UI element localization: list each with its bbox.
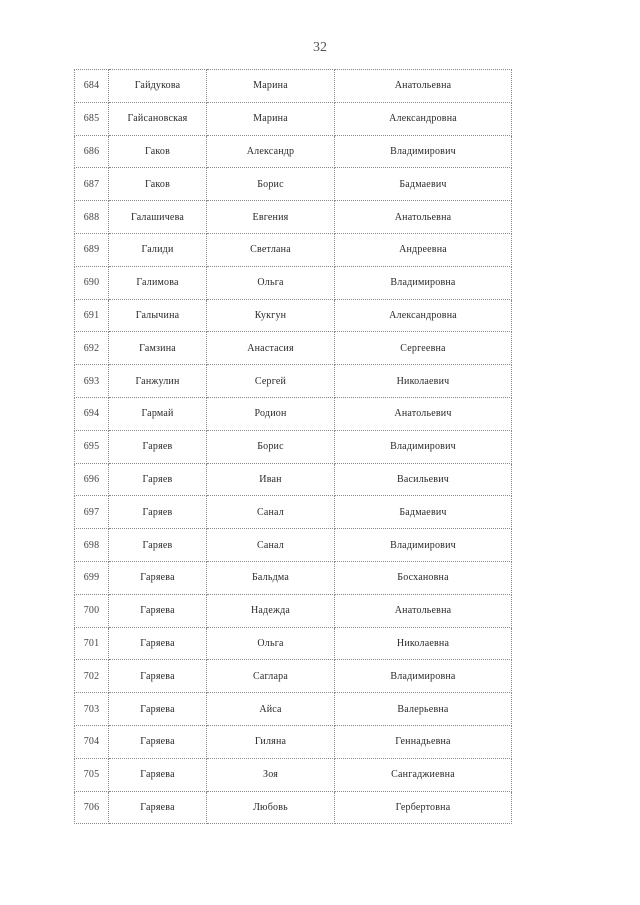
row-number: 686 — [75, 135, 109, 168]
first-name-cell: Ольга — [207, 266, 335, 299]
table-row — [75, 660, 512, 693]
surname-cell: Гаряев — [109, 529, 207, 562]
patronymic-cell: Босхановна — [335, 561, 512, 594]
table-row — [75, 529, 512, 562]
patronymic-cell: Владимировна — [335, 266, 512, 299]
table-row — [75, 102, 512, 135]
patronymic-cell: Владимировна — [335, 660, 512, 693]
table-row — [75, 693, 512, 726]
table-row — [75, 791, 512, 824]
table-row — [75, 299, 512, 332]
row-number: 690 — [75, 266, 109, 299]
patronymic-cell: Сергеевна — [335, 332, 512, 365]
surname-cell: Гаков — [109, 168, 207, 201]
first-name-cell: Иван — [207, 463, 335, 496]
patronymic-cell: Александровна — [335, 102, 512, 135]
table-row — [75, 758, 512, 791]
first-name-cell: Анастасия — [207, 332, 335, 365]
table-row — [75, 135, 512, 168]
patronymic-cell: Владимирович — [335, 135, 512, 168]
row-number: 694 — [75, 397, 109, 430]
first-name-cell: Сергей — [207, 365, 335, 398]
row-number: 684 — [75, 70, 109, 103]
first-name-cell: Айса — [207, 693, 335, 726]
row-number: 706 — [75, 791, 109, 824]
page-number: 32 — [313, 40, 327, 55]
surname-cell: Гаряев — [109, 430, 207, 463]
first-name-cell: Санал — [207, 496, 335, 529]
patronymic-cell: Валерьевна — [335, 693, 512, 726]
first-name-cell: Ольга — [207, 627, 335, 660]
patronymic-cell: Николаевич — [335, 365, 512, 398]
surname-cell: Гаряева — [109, 758, 207, 791]
first-name-cell: Александр — [207, 135, 335, 168]
first-name-cell: Борис — [207, 430, 335, 463]
row-number: 700 — [75, 594, 109, 627]
table-row — [75, 397, 512, 430]
table-row — [75, 233, 512, 266]
surname-cell: Гаряева — [109, 594, 207, 627]
first-name-cell: Светлана — [207, 233, 335, 266]
surname-cell: Гаряев — [109, 463, 207, 496]
first-name-cell: Зоя — [207, 758, 335, 791]
patronymic-cell: Гербертовна — [335, 791, 512, 824]
surname-cell: Галычина — [109, 299, 207, 332]
surname-cell: Гаряев — [109, 496, 207, 529]
patronymic-cell: Анатольевна — [335, 201, 512, 234]
row-number: 688 — [75, 201, 109, 234]
first-name-cell: Борис — [207, 168, 335, 201]
first-name-cell: Марина — [207, 102, 335, 135]
patronymic-cell: Анатольевна — [335, 594, 512, 627]
first-name-cell: Саглара — [207, 660, 335, 693]
first-name-cell: Надежда — [207, 594, 335, 627]
surname-cell: Гаряева — [109, 660, 207, 693]
first-name-cell: Марина — [207, 70, 335, 103]
patronymic-cell: Анатольевна — [335, 70, 512, 103]
row-number: 704 — [75, 725, 109, 758]
surname-cell: Ганжулин — [109, 365, 207, 398]
table-row — [75, 332, 512, 365]
row-number: 692 — [75, 332, 109, 365]
patronymic-cell: Анатольевич — [335, 397, 512, 430]
first-name-cell: Родион — [207, 397, 335, 430]
first-name-cell: Санал — [207, 529, 335, 562]
surname-cell: Гаряева — [109, 693, 207, 726]
table-row — [75, 70, 512, 103]
row-number: 685 — [75, 102, 109, 135]
names-table — [74, 69, 512, 824]
surname-cell: Гаряева — [109, 561, 207, 594]
patronymic-cell: Владимирович — [335, 529, 512, 562]
patronymic-cell: Геннадьевна — [335, 725, 512, 758]
first-name-cell: Бальдма — [207, 561, 335, 594]
table-row — [75, 561, 512, 594]
table-row — [75, 266, 512, 299]
surname-cell: Гамзина — [109, 332, 207, 365]
row-number: 705 — [75, 758, 109, 791]
surname-cell: Гаряева — [109, 627, 207, 660]
row-number: 703 — [75, 693, 109, 726]
surname-cell: Гаряева — [109, 725, 207, 758]
row-number: 689 — [75, 233, 109, 266]
first-name-cell: Кукгун — [207, 299, 335, 332]
table-row — [75, 496, 512, 529]
patronymic-cell: Николаевна — [335, 627, 512, 660]
patronymic-cell: Андреевна — [335, 233, 512, 266]
table-row — [75, 365, 512, 398]
patronymic-cell: Васильевич — [335, 463, 512, 496]
table-row — [75, 594, 512, 627]
patronymic-cell: Бадмаевич — [335, 168, 512, 201]
surname-cell: Гаков — [109, 135, 207, 168]
patronymic-cell: Владимирович — [335, 430, 512, 463]
surname-cell: Галашичева — [109, 201, 207, 234]
patronymic-cell: Бадмаевич — [335, 496, 512, 529]
row-number: 697 — [75, 496, 109, 529]
surname-cell: Гайсановская — [109, 102, 207, 135]
row-number: 699 — [75, 561, 109, 594]
row-number: 696 — [75, 463, 109, 496]
row-number: 693 — [75, 365, 109, 398]
table-row — [75, 463, 512, 496]
first-name-cell: Гиляна — [207, 725, 335, 758]
first-name-cell: Евгения — [207, 201, 335, 234]
surname-cell: Галиди — [109, 233, 207, 266]
row-number: 691 — [75, 299, 109, 332]
row-number: 701 — [75, 627, 109, 660]
row-number: 698 — [75, 529, 109, 562]
patronymic-cell: Александровна — [335, 299, 512, 332]
table-row — [75, 627, 512, 660]
table-row — [75, 430, 512, 463]
table-row — [75, 168, 512, 201]
patronymic-cell: Сангаджиевна — [335, 758, 512, 791]
row-number: 702 — [75, 660, 109, 693]
row-number: 695 — [75, 430, 109, 463]
row-number: 687 — [75, 168, 109, 201]
first-name-cell: Любовь — [207, 791, 335, 824]
table-row — [75, 725, 512, 758]
surname-cell: Галимова — [109, 266, 207, 299]
surname-cell: Гаряева — [109, 791, 207, 824]
surname-cell: Гармай — [109, 397, 207, 430]
surname-cell: Гайдукова — [109, 70, 207, 103]
table-row — [75, 201, 512, 234]
